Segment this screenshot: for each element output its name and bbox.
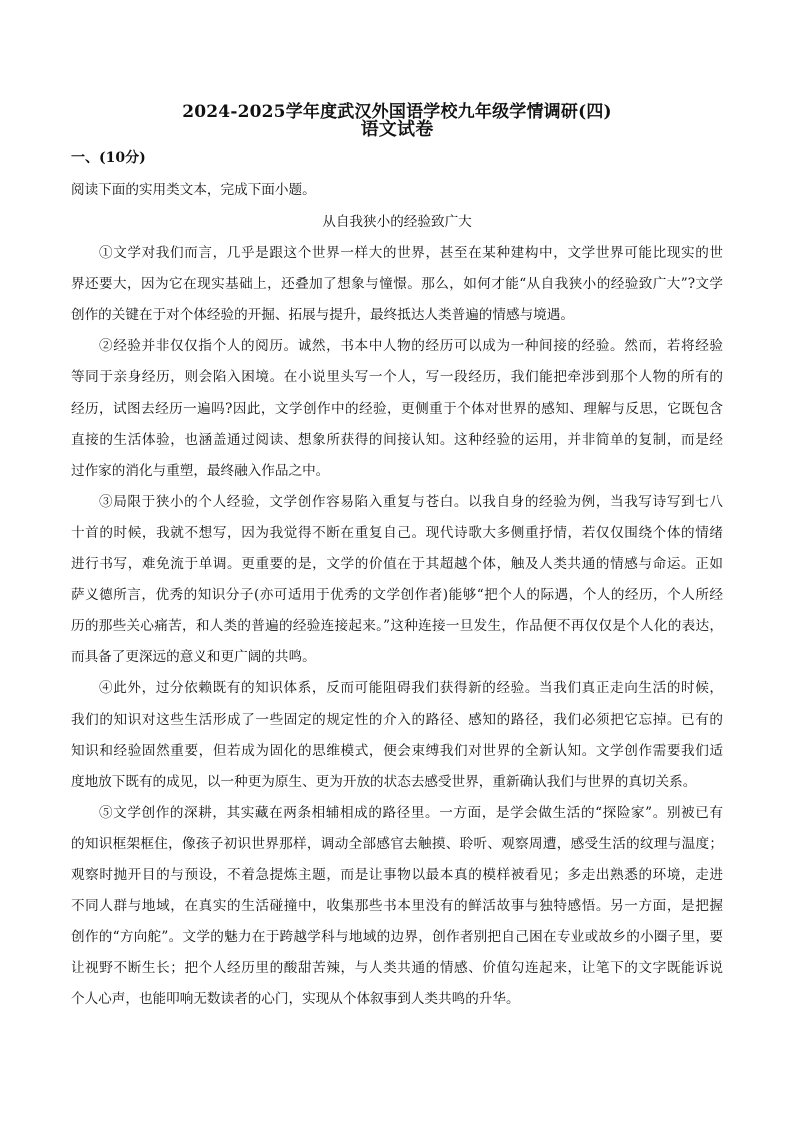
article-paragraph-line: 经历，试图去经历一遍吗?因此，文学创作中的经验，更侧重于个体对世界的感知、理解与反思，它既包含 [71, 400, 723, 417]
article-paragraph-line: 知识和经验固然重要，但若成为固化的思维模式，便会束缚我们对世界的全新认知。文学创作需要我们适 [71, 742, 723, 759]
article-paragraph-line: 创作的“方向舵”。文学的魅力在于跨越学科与地域的边界，创作者别把自己困在专业或故乡的小圈子里，要 [71, 929, 723, 946]
article-paragraph-line: 萨义德所言，优秀的知识分子(亦可适用于优秀的文学创作者)能够“把个人的际遇，个人的经历，个人所经 [71, 587, 723, 604]
section-label: 一、(10分) [71, 150, 146, 166]
article-paragraph-line: 让视野不断生长；把个人经历里的酸甜苦辣，与人类共通的情感、价值勾连起来，让笔下的文字既能诉说 [71, 960, 723, 977]
exam-subtitle: 语文试卷 [360, 119, 434, 140]
article-paragraph-line: ②经验并非仅仅指个人的阅历。诚然，书本中人物的经历可以成为一种间接的经验。然而，若将经验 [99, 338, 723, 355]
article-paragraph-line: 的知识框架框住，像孩子初识世界那样，调动全部感官去触摸、聆听、观察周遭，感受生活的纹理与温度； [71, 835, 723, 852]
article-paragraph-line: 十首的时候，我就不想写，因为我觉得不断在重复自己。现代诗歌大多侧重抒情，若仅仅围绕个体的情绪 [71, 524, 723, 541]
article-paragraph-line: 创作的关键在于对个体经验的开掘、拓展与提升，最终抵达人类普遍的情感与境遇。 [71, 307, 574, 324]
article-paragraph-line: 不同人群与地域，在真实的生活碰撞中，收集那些书本里没有的鲜活故事与独特感悟。另一方面，是把握 [71, 898, 723, 915]
article-paragraph-line: ③局限于狭小的个人经验，文学创作容易陷入重复与苍白。以我自身的经验为例，当我写诗写到七八 [99, 493, 723, 510]
article-paragraph-line: 观察时抛开目的与预设，不着急提炼主题，而是让事物以最本真的模样被看见；多走出熟悉的环境，走进 [71, 867, 723, 883]
article-paragraph-line: 直接的生活体验，也涵盖通过阅读、想象所获得的间接认知。这种经验的运用，并非简单的复制，而是经 [71, 431, 723, 448]
article-paragraph-line: ⑤文学创作的深耕，其实藏在两条相辅相成的路径里。一方面，是学会做生活的“探险家”。别被已有 [99, 804, 723, 821]
article-paragraph-line: 个人心声，也能叩响无数读者的心门，实现从个体叙事到人类共鸣的升华。 [71, 991, 520, 1008]
article-paragraph-line: 进行书写，难免流于单调。更重要的是，文学的价值在于其超越个体，触及人类共通的情感与命运。正如 [71, 556, 723, 572]
article-paragraph-line: 我们的知识对这些生活形成了一些固定的规定性的介入的路径、感知的路径，我们必须把它忘掉。已有的 [71, 711, 723, 728]
article-paragraph-line: ①文学对我们而言，几乎是跟这个世界一样大的世界，甚至在某种建构中，文学世界可能比现实的世 [99, 245, 723, 261]
article-paragraph-line: 而具备了更深远的意义和更广阔的共鸣。 [71, 649, 316, 666]
article-paragraph-line: 历的那些关心痛苦，和人类的普遍的经验连接起来。”这种连接一旦发生，作品便不再仅仅是个人化的表达， [71, 618, 723, 635]
article-paragraph-line: 等同于亲身经历，则会陷入困境。在小说里头写一个人，写一段经历，我们能把牵涉到那个人物的所有的 [71, 369, 723, 386]
article-paragraph-line: 度地放下既有的成见，以一种更为原生、更为开放的状态去感受世界，重新确认我们与世界的真切关系。 [71, 773, 697, 790]
article-title: 从自我狭小的经验致广大 [322, 214, 472, 230]
article-paragraph-line: 过作家的消化与重塑，最终融入作品之中。 [71, 462, 330, 479]
article-paragraph-line: ④此外，过分依赖既有的知识体系，反而可能阻碍我们获得新的经验。当我们真正走向生活的时候， [99, 680, 723, 697]
section-instruction: 阅读下面的实用类文本，完成下面小题。 [71, 182, 316, 198]
article-paragraph-line: 界还要大，因为它在现实基础上，还叠加了想象与憧憬。那么，如何才能“从自我狭小的经验致广大”?文学 [71, 276, 723, 293]
exam-title: 2024-2025学年度武汉外国语学校九年级学情调研(四) [182, 102, 612, 122]
